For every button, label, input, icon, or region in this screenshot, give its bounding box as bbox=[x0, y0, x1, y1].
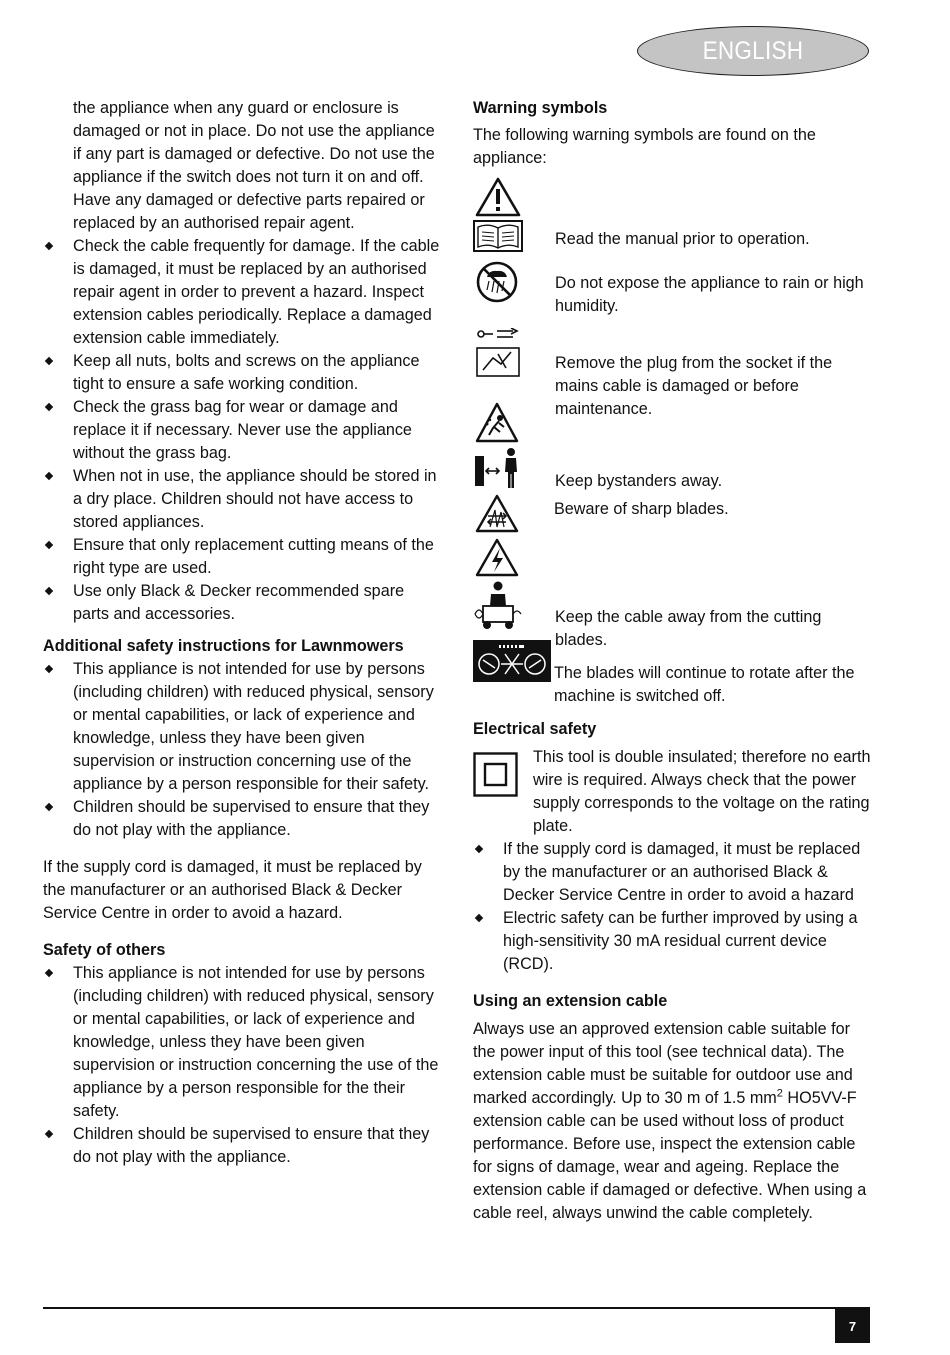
bullet-diamond-icon bbox=[45, 242, 54, 251]
double-insulated-block bbox=[473, 746, 873, 838]
symbol-text: Read the manual prior to operation. bbox=[555, 230, 810, 248]
bullet-diamond-icon bbox=[475, 914, 484, 923]
extension-text-a: Always use an approved extension cable suitable for the power input of this tool (see technical data). The extension cable must be suitable for outdoor use and marked accordingly. Up to 30 m of 1.5 mm bbox=[473, 1020, 853, 1107]
warning-symbols-heading: Warning symbols bbox=[473, 99, 608, 117]
superscript-two: 2 bbox=[776, 1087, 783, 1100]
symbol-row bbox=[473, 220, 873, 256]
continuation-paragraph: the appliance when any guard or enclosure is damaged or not in place. Do not use the appliance if any part is damaged or defective. Do not use the appliance if the switch does not turn it on and off. Have any damaged or defective parts repaired or replaced by an authorised repair agent. bbox=[73, 99, 435, 232]
list-item bbox=[43, 350, 441, 396]
bullet-diamond-icon bbox=[45, 969, 54, 978]
bullet-diamond-icon bbox=[45, 1130, 54, 1139]
list-item bbox=[473, 838, 873, 907]
thrown-objects-icon bbox=[475, 402, 519, 444]
list-item-text: Electric safety can be further improved by using a high-sensitivity 30 mA residual current device (RCD). bbox=[503, 909, 858, 973]
symbol-row bbox=[473, 260, 873, 328]
bullet-diamond-icon bbox=[45, 803, 54, 812]
list-item-text: Check the grass bag for wear or damage and replace it if necessary. Never use the appliance without the grass bag. bbox=[73, 398, 412, 462]
bullet-diamond-icon bbox=[45, 541, 54, 550]
lawnmowers-bullet-list bbox=[43, 658, 441, 842]
symbol-text: Keep bystanders away. bbox=[555, 472, 723, 490]
list-item bbox=[43, 1123, 441, 1169]
unplug-icon bbox=[473, 328, 523, 378]
page-number: 7 bbox=[835, 1309, 870, 1343]
list-item-text: This appliance is not intended for use by persons (including children) with reduced physical, sensory or mental capabilities, or lack of experience and knowledge, unless they have been given supervision or instruction concerning the use of the appliance by a person responsible for the their safety. bbox=[73, 964, 439, 1120]
warning-symbol-list bbox=[473, 176, 873, 704]
symbol-text: Keep the cable away from the cutting blades. bbox=[555, 608, 822, 649]
warning-triangle-icon bbox=[475, 176, 521, 218]
symbol-row bbox=[473, 402, 873, 446]
symbol-row bbox=[473, 538, 873, 580]
no-rain-icon bbox=[475, 260, 519, 304]
double-insulation-icon bbox=[473, 752, 518, 797]
others-bullet-list bbox=[43, 962, 441, 1169]
list-item bbox=[43, 465, 441, 534]
symbol-text: Beware of sharp blades. bbox=[554, 500, 729, 518]
extension-cable-heading: Using an extension cable bbox=[473, 992, 668, 1010]
symbol-row bbox=[473, 494, 873, 536]
electrical-safety-heading: Electrical safety bbox=[473, 720, 597, 738]
symbol-row bbox=[473, 176, 873, 218]
supply-cord-paragraph: If the supply cord is damaged, it must be replaced by the manufacturer or an authorised Black & Decker Service Centre in order to avoid a hazard. bbox=[43, 858, 422, 922]
rotating-blades-icon bbox=[473, 640, 551, 682]
extension-cable-paragraph bbox=[473, 1018, 873, 1225]
symbol-row bbox=[473, 328, 873, 418]
list-item-text: Check the cable frequently for damage. If the cable is damaged, it must be replaced by an authorised repair agent in order to prevent a hazard. Inspect extension cables periodically. Replace a damaged extension cable immediately. bbox=[73, 237, 440, 347]
list-item-text: When not in use, the appliance should be stored in a dry place. Children should not have access to stored appliances. bbox=[73, 467, 437, 531]
safety-of-others-heading: Safety of others bbox=[43, 941, 166, 959]
sharp-blades-icon bbox=[475, 494, 519, 534]
safety-bullet-list bbox=[43, 235, 441, 626]
manual-book-icon bbox=[473, 220, 523, 252]
symbol-text: The blades will continue to rotate after the machine is switched off. bbox=[554, 664, 855, 705]
double-insulated-text: This tool is double insulated; therefore no earth wire is required. Always check that the power supply corresponds to the voltage on the rating plate. bbox=[533, 748, 871, 835]
language-label: ENGLISH bbox=[702, 36, 804, 65]
cable-away-icon bbox=[473, 580, 523, 632]
list-item-text: Use only Black & Decker recommended spare parts and accessories. bbox=[73, 582, 405, 623]
electric-shock-icon bbox=[475, 538, 519, 578]
bullet-diamond-icon bbox=[45, 403, 54, 412]
extension-text-b: HO5VV-F extension cable can be used without loss of product performance. Before use, inspect the extension cable for signs of damage, wear and ageing. Replace the extension cable if damaged or defective. When using a cable reel, always unwind the cable completely. bbox=[473, 1089, 867, 1222]
list-item-text: Ensure that only replacement cutting means of the right type are used. bbox=[73, 536, 434, 577]
list-item-text: This appliance is not intended for use by persons (including children) with reduced physical, sensory or mental capabilities, or lack of experience and knowledge, unless they have been given supervision or instruction concerning use of the appliance by a person responsible for their safety. bbox=[73, 660, 434, 793]
right-column bbox=[473, 97, 873, 1225]
list-item-text: Children should be supervised to ensure that they do not play with the appliance. bbox=[73, 1125, 430, 1166]
list-item-text: Keep all nuts, bolts and screws on the appliance tight to ensure a safe working condition. bbox=[73, 352, 420, 393]
symbol-row bbox=[473, 640, 873, 704]
electrical-bullet-list bbox=[473, 838, 873, 976]
left-column bbox=[43, 97, 441, 1169]
list-item-text: Children should be supervised to ensure that they do not play with the appliance. bbox=[73, 798, 430, 839]
list-item bbox=[43, 580, 441, 626]
language-badge bbox=[637, 26, 869, 76]
bullet-diamond-icon bbox=[45, 587, 54, 596]
bullet-diamond-icon bbox=[45, 665, 54, 674]
bullet-diamond-icon bbox=[45, 472, 54, 481]
lawnmowers-heading: Additional safety instructions for Lawnmowers bbox=[43, 637, 404, 655]
list-item-text: If the supply cord is damaged, it must be replaced by the manufacturer or an authorised Black & Decker Service Centre in order to avoid a hazard bbox=[503, 840, 861, 904]
symbol-row bbox=[473, 446, 873, 492]
list-item bbox=[473, 907, 873, 976]
bystanders-icon bbox=[473, 446, 523, 490]
list-item bbox=[43, 235, 441, 350]
symbol-text: Remove the plug from the socket if the mains cable is damaged or before maintenance. bbox=[555, 354, 833, 418]
bullet-diamond-icon bbox=[475, 845, 484, 854]
footer-rule bbox=[43, 1307, 870, 1309]
warning-intro: The following warning symbols are found on the appliance: bbox=[473, 126, 816, 167]
list-item bbox=[43, 534, 441, 580]
symbol-text: Do not expose the appliance to rain or high humidity. bbox=[555, 274, 864, 315]
list-item bbox=[43, 962, 441, 1123]
list-item bbox=[43, 396, 441, 465]
symbol-row bbox=[473, 580, 873, 649]
list-item bbox=[43, 796, 441, 842]
list-item bbox=[43, 658, 441, 796]
bullet-diamond-icon bbox=[45, 357, 54, 366]
